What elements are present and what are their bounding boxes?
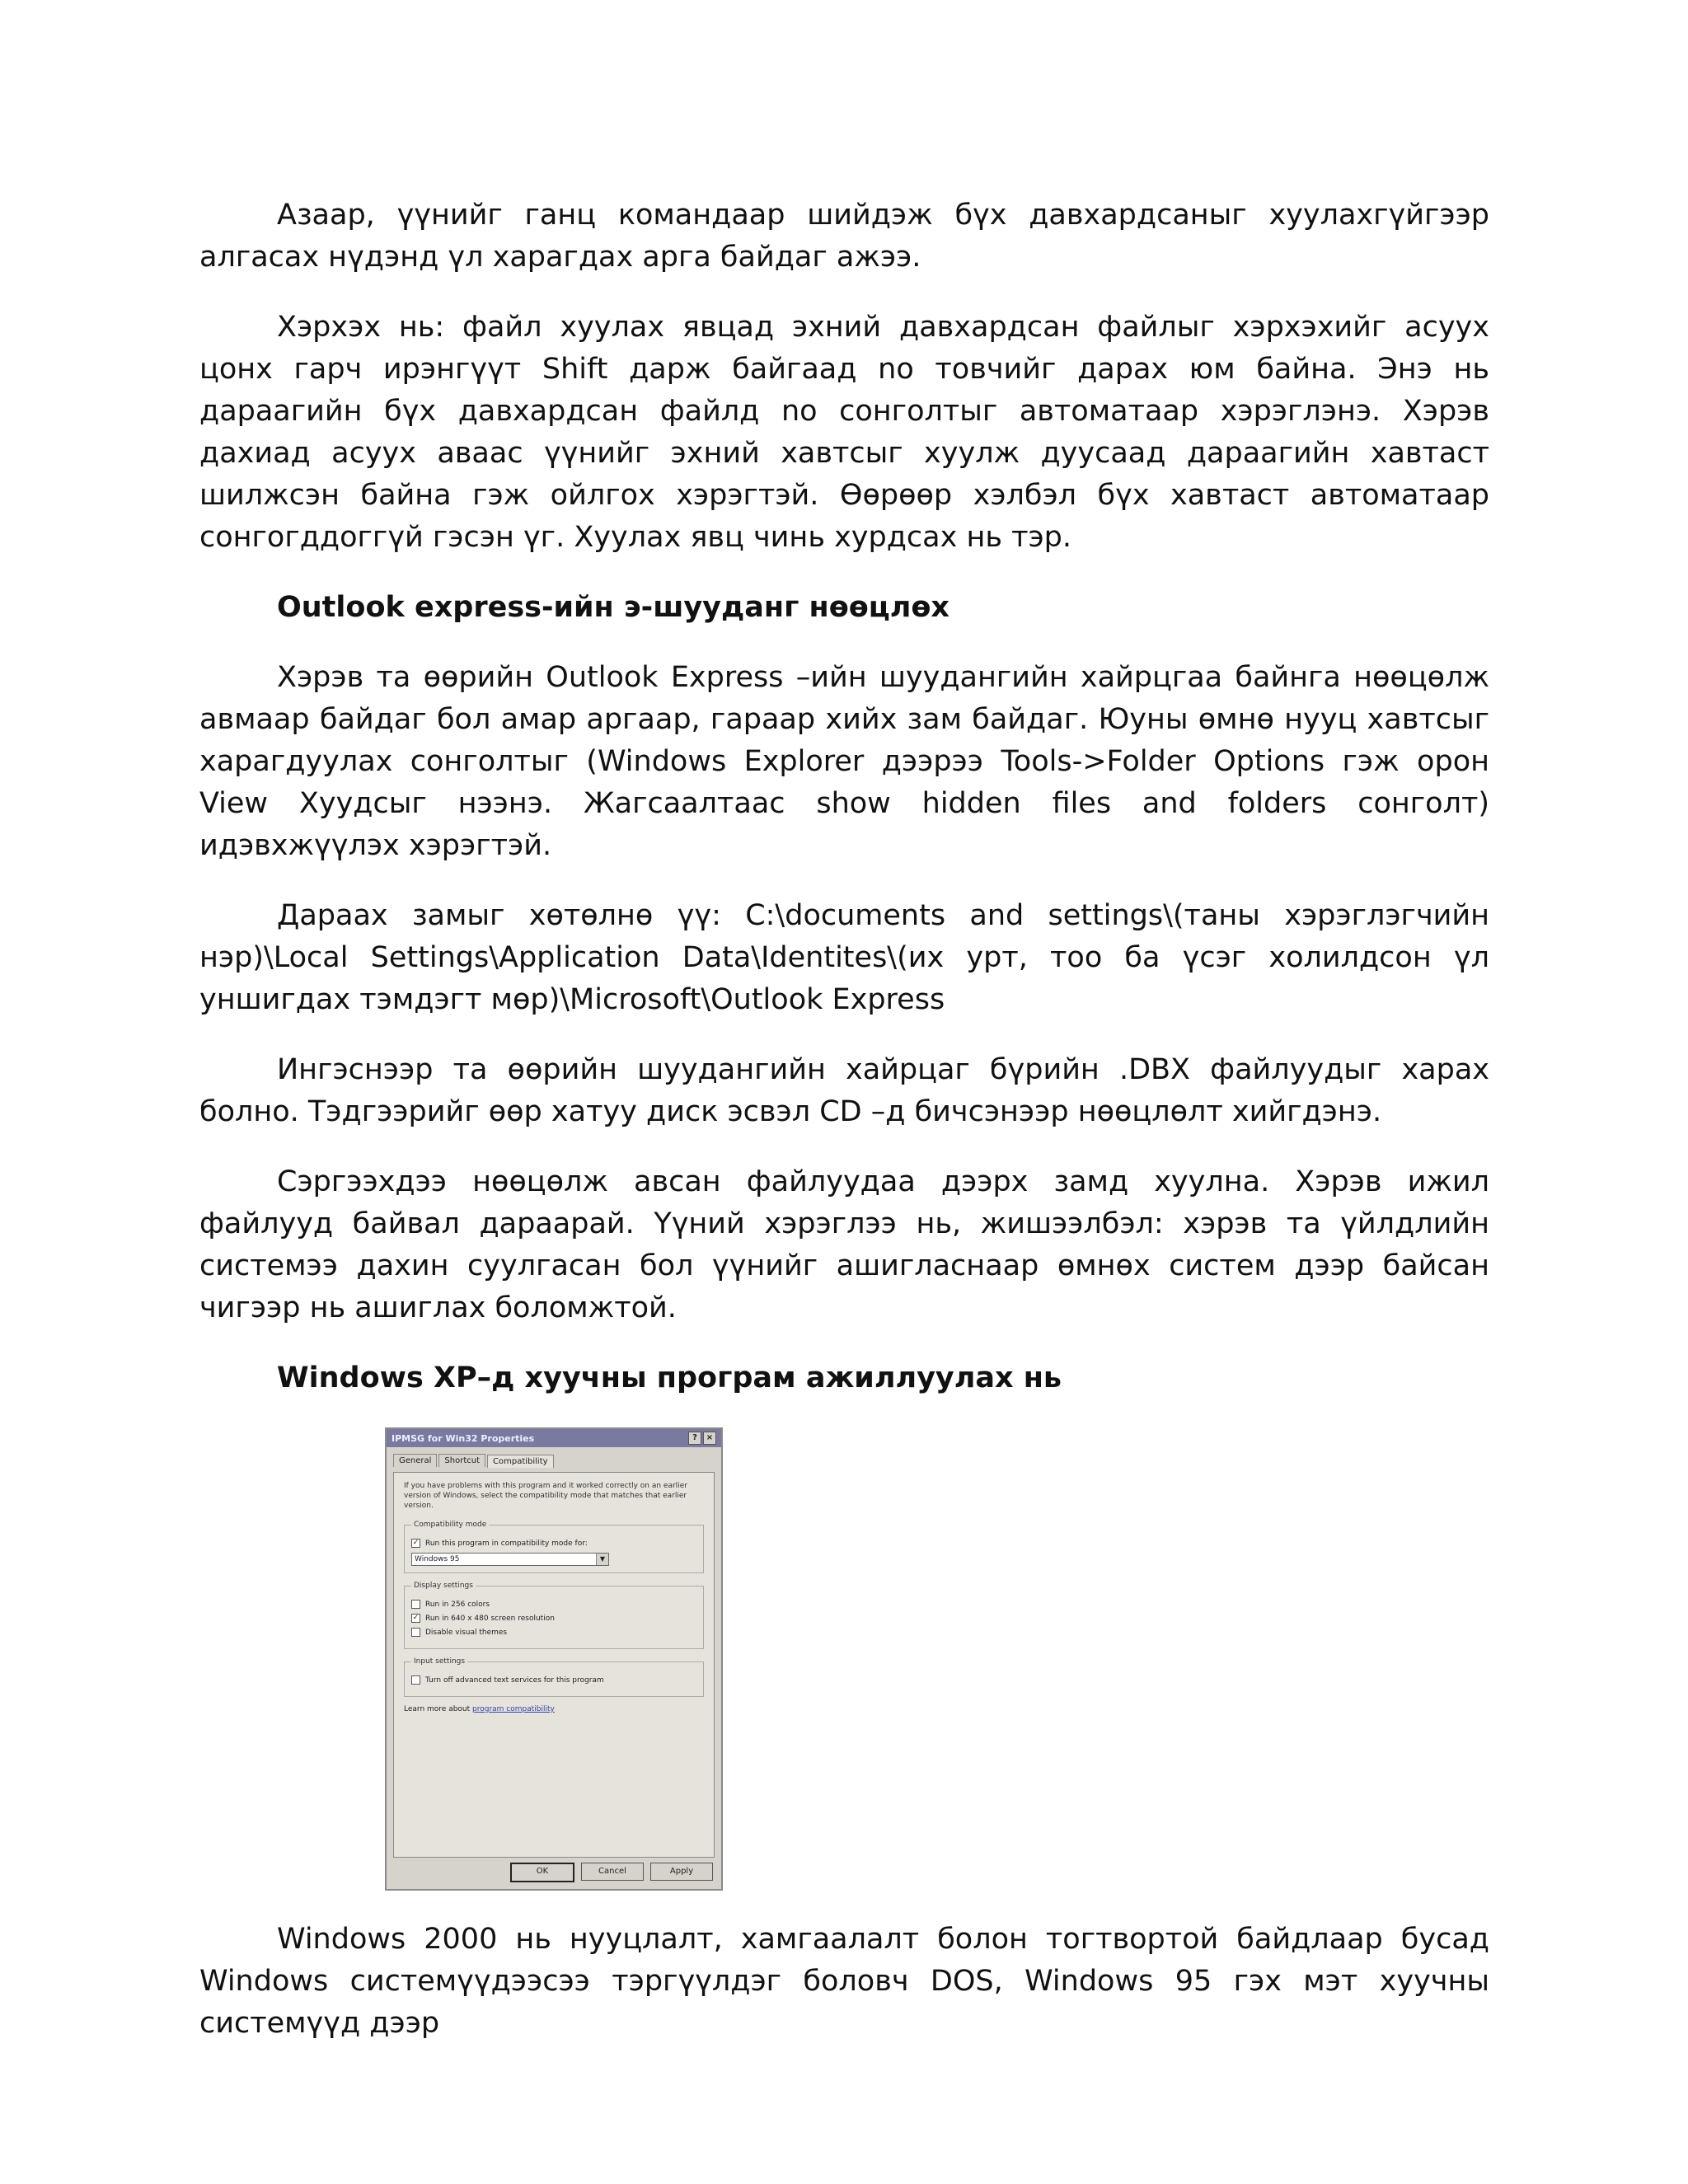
text-services-row[interactable] <box>411 1675 696 1685</box>
compat-mode-checkbox-row[interactable] <box>411 1539 696 1548</box>
input-settings-legend: Input settings <box>414 1657 466 1666</box>
disable-themes-label: Disable visual themes <box>425 1628 508 1637</box>
learn-more <box>404 1705 704 1713</box>
compat-mode-legend: Compatibility mode <box>414 1521 487 1529</box>
dialog-title: IPMSG for Win32 Properties <box>392 1432 535 1444</box>
help-icon[interactable]: ? <box>688 1432 701 1445</box>
display-settings-group <box>404 1582 704 1649</box>
paragraph-how-to: Хэрхэх нь: файл хуулах явцад эхний давхардсан файлыг хэрхэхийг асуух цонх гарч ирэнгүүт Shift дарж байгаад no товчийг дарах юм байна. Энэ нь дараагийн бүх давхардсан файлд no сонголтыг автоматаар хэрэглэнэ. Хэрэв дахиад асуух аваас үүнийг эхний хавтсыг хуулж дуусаад дараагийн хавтаст шилжсэн байна гэж ойлгох хэрэгтэй. Өөрөөр хэлбэл бүх хавтаст автоматаар сонгогддоггүй гэсэн үг. Хуулах явц чинь хурдсах нь тэр. <box>199 311 1489 554</box>
tab-general[interactable]: General <box>393 1454 437 1467</box>
paragraph-windows-2000: Windows 2000 нь нууцлалт, хамгаалалт болон тогтвортой байдлаар бусад Windows системүүдээсээ тэргүүлдэг боловч DOS, Windows 95 гэх мэт хуучны системүүд дээр <box>199 1923 1489 2040</box>
display-settings-legend: Display settings <box>414 1582 473 1590</box>
heading-xp-compat: Windows XP–д хуучны програм ажиллуулах нь <box>277 1361 1062 1394</box>
paragraph-restore: Сэргээхдээ нөөцөлж авсан файлуудаа дээрх замд хуулна. Хэрэв ижил файлууд байвал дараарай. Үүний хэрэглээ нь, жишээлбэл: хэрэв та үйлдлийн системээ дахин суулгасан бол үүнийг ашигласнаар өмнөх систем дээр байсан чигээр нь ашиглах боломжтой. <box>199 1165 1489 1324</box>
close-icon[interactable]: × <box>703 1432 716 1445</box>
checkbox-checked-icon[interactable]: ✓ <box>412 1539 420 1547</box>
compat-mode-label: Run this program in compatibility mode for: <box>425 1539 588 1548</box>
display-640-row[interactable] <box>411 1614 696 1623</box>
document-body <box>199 194 1489 2073</box>
paragraph-path: Дараах замыг хөтөлнө үү: C:\documents and settings\(таны хэрэглэгчийн нэр)\Local Settings\Application Data\Identites\(их урт, тоо ба үсэг холилдсон үл уншигдах тэмдэгт мөр)\Microsoft\Outlook Express <box>199 899 1489 1016</box>
text-services-label: Turn off advanced text services for this program <box>425 1675 604 1685</box>
checkbox-checked-icon[interactable]: ✓ <box>412 1614 420 1622</box>
compat-intro-text: If you have problems with this program and it worked correctly on an earlier version of Windows, select the compatibility mode that matches that earlier version. <box>404 1482 687 1510</box>
compat-mode-group <box>404 1521 704 1573</box>
paragraph-dbx: Ингэснээр та өөрийн шуудангийн хайрцаг бүрийн .DBX файлуудыг харах болно. Тэдгээрийг өөр хатуу диск эсвэл CD –д бичсэнээр нөөцлөлт хийгдэнэ. <box>199 1053 1489 1128</box>
checkbox-unchecked-icon[interactable] <box>411 1600 420 1609</box>
chevron-down-icon[interactable]: ▼ <box>596 1554 608 1565</box>
screenshot-figure <box>199 1427 1489 1891</box>
compat-os-select[interactable] <box>411 1553 609 1566</box>
compatibility-panel <box>393 1472 715 1858</box>
heading-outlook-backup: Outlook express-ийн э-шууданг нөөцлөх <box>277 591 950 624</box>
dialog-titlebar <box>387 1429 721 1447</box>
paragraph-intro: Азаар, үүнийг ганц командаар шийдэж бүх давхардсаныг хуулахгүйгээр алгасах нүдэнд үл харагдах арга байдаг ажээ. <box>199 199 1489 274</box>
compat-os-value: Windows 95 <box>415 1555 460 1563</box>
display-640-label: Run in 640 x 480 screen resolution <box>425 1614 555 1623</box>
ok-button[interactable]: OK <box>510 1863 574 1882</box>
compat-help-link[interactable]: program compatibility <box>472 1705 555 1713</box>
tab-compatibility[interactable]: Compatibility <box>487 1455 554 1468</box>
learn-more-prefix: Learn more about <box>404 1705 473 1713</box>
dialog-buttons <box>510 1863 713 1882</box>
checkbox-unchecked-icon[interactable] <box>411 1675 420 1685</box>
display-256-label: Run in 256 colors <box>425 1600 490 1609</box>
display-256-row[interactable] <box>411 1600 696 1609</box>
paragraph-outlook-intro: Хэрэв та өөрийн Outlook Express –ийн шуудангийн хайрцгаа байнга нөөцөлж авмаар байдаг бол амар аргаар, гараар хийх зам байдаг. Юуны өмнө нууц хавтсыг харагдуулах сонголтыг (Windows Explorer дээрээ Tools->Folder Options гэж орон View Хуудсыг нээнэ. Жагсаалтаас show hidden files and folders сонголт) идэвхжүүлэх хэрэгтэй. <box>199 661 1489 862</box>
checkbox-unchecked-icon[interactable] <box>411 1628 420 1637</box>
titlebar-buttons <box>688 1432 716 1445</box>
properties-dialog <box>385 1427 723 1891</box>
cancel-button[interactable]: Cancel <box>581 1863 644 1881</box>
input-settings-group <box>404 1657 704 1697</box>
tab-shortcut[interactable]: Shortcut <box>438 1454 485 1467</box>
disable-themes-row[interactable] <box>411 1628 696 1637</box>
dialog-tabs <box>387 1447 721 1467</box>
apply-button[interactable]: Apply <box>650 1863 713 1881</box>
